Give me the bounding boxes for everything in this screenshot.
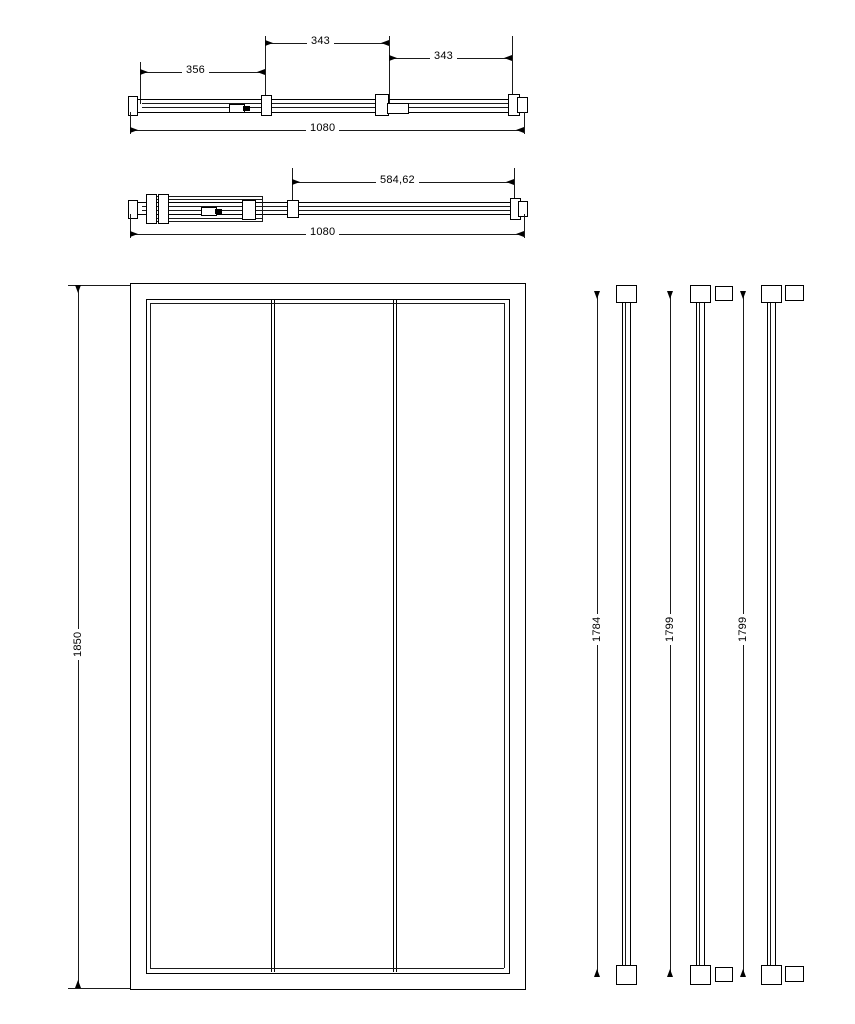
hardware-block [518, 201, 528, 217]
rail-outline-top [130, 202, 524, 203]
dim-1850-label: 1850 [72, 629, 84, 660]
loose-fitting-bottom [785, 966, 804, 982]
ext-line [265, 36, 266, 104]
panel-divider [393, 299, 394, 972]
profile-bottom-fitting [616, 965, 637, 985]
hardware-block [387, 103, 409, 114]
arrow-icon [257, 69, 265, 75]
glass-edge [150, 968, 504, 969]
hardware-marker [215, 209, 222, 214]
profile-1784-label: 1784 [591, 614, 603, 645]
arrow-icon [140, 69, 148, 75]
hardware-marker [243, 106, 250, 111]
dim-356-label: 356 [182, 64, 209, 76]
profile-bottom-fitting [690, 965, 711, 985]
glass-edge [150, 303, 504, 304]
glass-line [142, 206, 522, 207]
ext-line [524, 112, 525, 134]
arrow-icon [504, 55, 512, 61]
rail-outline-bottom [130, 214, 524, 215]
arrow-icon [516, 231, 524, 237]
panel-divider [274, 299, 275, 972]
profile-bottom-fitting [761, 965, 782, 985]
middle-plan-view [0, 150, 855, 260]
arrow-icon [75, 285, 81, 293]
arrow-icon [292, 179, 300, 185]
ext-line [68, 988, 130, 989]
glass-edge [150, 303, 151, 968]
stacked-panel-edge [262, 196, 263, 222]
profile-top-fitting [690, 285, 711, 303]
profile-bar [767, 297, 776, 971]
arrow-icon [667, 969, 673, 977]
profile-inner-line [625, 297, 626, 969]
arrow-icon [381, 40, 389, 46]
top-plan-view [0, 0, 855, 150]
hardware-block [287, 200, 299, 218]
arrow-icon [389, 55, 397, 61]
arrow-icon [667, 291, 673, 299]
arrow-icon [594, 291, 600, 299]
glass-line [142, 210, 522, 211]
arrow-icon [740, 291, 746, 299]
hardware-block [517, 97, 528, 113]
profile-inner-line [699, 297, 700, 969]
glass-edge [504, 303, 505, 968]
loose-fitting-top [715, 286, 733, 301]
arrow-icon [516, 127, 524, 133]
profile-top-fitting [616, 285, 637, 303]
dim-1080-top-label: 1080 [306, 122, 339, 134]
arrow-icon [594, 969, 600, 977]
panel-divider [396, 299, 397, 972]
door-inner-frame [146, 299, 510, 974]
rail-outline-top [130, 99, 524, 100]
hardware-block [261, 95, 272, 116]
arrow-icon [75, 980, 81, 988]
hardware-block [158, 194, 169, 224]
ext-line [389, 36, 390, 104]
dim-584-62-label: 584,62 [376, 174, 419, 186]
rail-outline-bottom [130, 112, 524, 113]
ext-line [524, 214, 525, 238]
hardware-block [242, 200, 256, 220]
arrow-icon [130, 231, 138, 237]
front-elevation-view [0, 275, 560, 1005]
arrow-icon [265, 40, 273, 46]
hardware-block [146, 194, 157, 224]
arrow-icon [130, 127, 138, 133]
dim-343-b-label: 343 [430, 50, 457, 62]
profile-1799-a-label: 1799 [664, 614, 676, 645]
glass-line [142, 103, 522, 104]
panel-divider [271, 299, 272, 972]
glass-line [142, 107, 522, 108]
loose-fitting-bottom [715, 967, 733, 982]
profile-bar [696, 297, 705, 971]
loose-fitting-top [785, 285, 804, 301]
profile-inner-line [770, 297, 771, 969]
arrow-icon [506, 179, 514, 185]
vertical-profiles [560, 275, 855, 1005]
dim-343-a-label: 343 [307, 35, 334, 47]
profile-top-fitting [761, 285, 782, 303]
profile-bar [622, 297, 631, 971]
arrow-icon [740, 969, 746, 977]
profile-1799-b-label: 1799 [737, 614, 749, 645]
dim-1080-middle-label: 1080 [306, 226, 339, 238]
